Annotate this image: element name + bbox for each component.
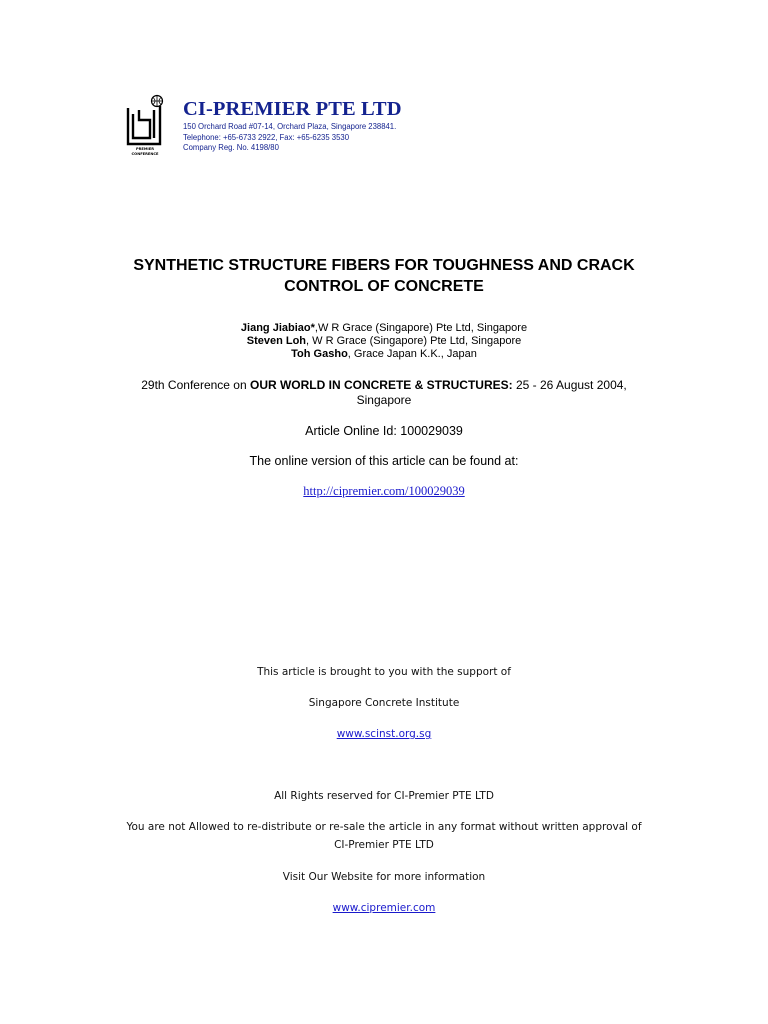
redistribution-notice-1: You are not Allowed to re-distribute or re-sale the article in any format without written approval of xyxy=(126,821,642,833)
institute-name: Singapore Concrete Institute xyxy=(308,697,460,709)
company-block xyxy=(183,97,420,153)
conference-name: OUR WORLD IN CONCRETE & STRUCTURES: xyxy=(249,378,513,392)
redistribution-notice-2: CI-Premier PTE LTD xyxy=(334,839,434,851)
author-line xyxy=(84,322,684,335)
visit-text: Visit Our Website for more information xyxy=(282,871,486,883)
institute-url[interactable]: www.scinst.org.sg xyxy=(336,728,432,740)
website-url[interactable]: www.cipremier.com xyxy=(332,902,436,914)
conference-prefix: 29th Conference on xyxy=(141,378,250,392)
author-name: Steven Loh xyxy=(246,335,307,347)
author-affiliation: ,W R Grace (Singapore) Pte Ltd, Singapore xyxy=(314,322,528,334)
title-line-2: CONTROL OF CONCRETE xyxy=(284,278,484,295)
company-address: 150 Orchard Road #07-14, Orchard Plaza, Singapore 238841. xyxy=(183,121,397,131)
svg-text:CONFERENCE: CONFERENCE xyxy=(131,152,159,156)
website-link[interactable] xyxy=(84,901,684,916)
rights-text: All Rights reserved for CI-Premier PTE LTD xyxy=(274,790,494,802)
support-text: This article is brought to you with the support of xyxy=(257,666,511,678)
conference-dates: 25 - 26 August 2004, xyxy=(512,378,627,392)
title-line-1: SYNTHETIC STRUCTURE FIBERS FOR TOUGHNESS AND CRACK xyxy=(133,257,635,274)
letterhead xyxy=(126,94,546,164)
article-url[interactable]: http://cipremier.com/100029039 xyxy=(303,484,465,498)
premier-conference-logo xyxy=(126,94,166,158)
online-version-text: The online version of this article can be found at: xyxy=(249,454,519,468)
institute-link[interactable] xyxy=(84,727,684,742)
author-list xyxy=(84,322,684,361)
article-online-id: Article Online Id: 100029039 xyxy=(305,424,463,438)
article-title xyxy=(84,255,684,297)
author-line xyxy=(84,348,684,361)
conference-info xyxy=(134,378,634,408)
article-url-link[interactable] xyxy=(84,484,684,499)
company-telephone: Telephone: +65-6733 2922, Fax: +65-6235 3530 xyxy=(183,131,350,142)
author-name: Jiang Jiabiao* xyxy=(240,322,315,334)
author-affiliation: , W R Grace (Singapore) Pte Ltd, Singapore xyxy=(306,335,522,347)
author-affiliation: , Grace Japan K.K., Japan xyxy=(347,348,477,360)
svg-text:PREMIER: PREMIER xyxy=(136,147,154,151)
company-registration: Company Reg. No. 4198/80 xyxy=(183,142,279,152)
conference-location: Singapore xyxy=(356,393,412,407)
company-name: CI-PREMIER PTE LTD xyxy=(183,98,402,120)
author-line xyxy=(84,335,684,348)
author-name: Toh Gasho xyxy=(291,348,348,360)
